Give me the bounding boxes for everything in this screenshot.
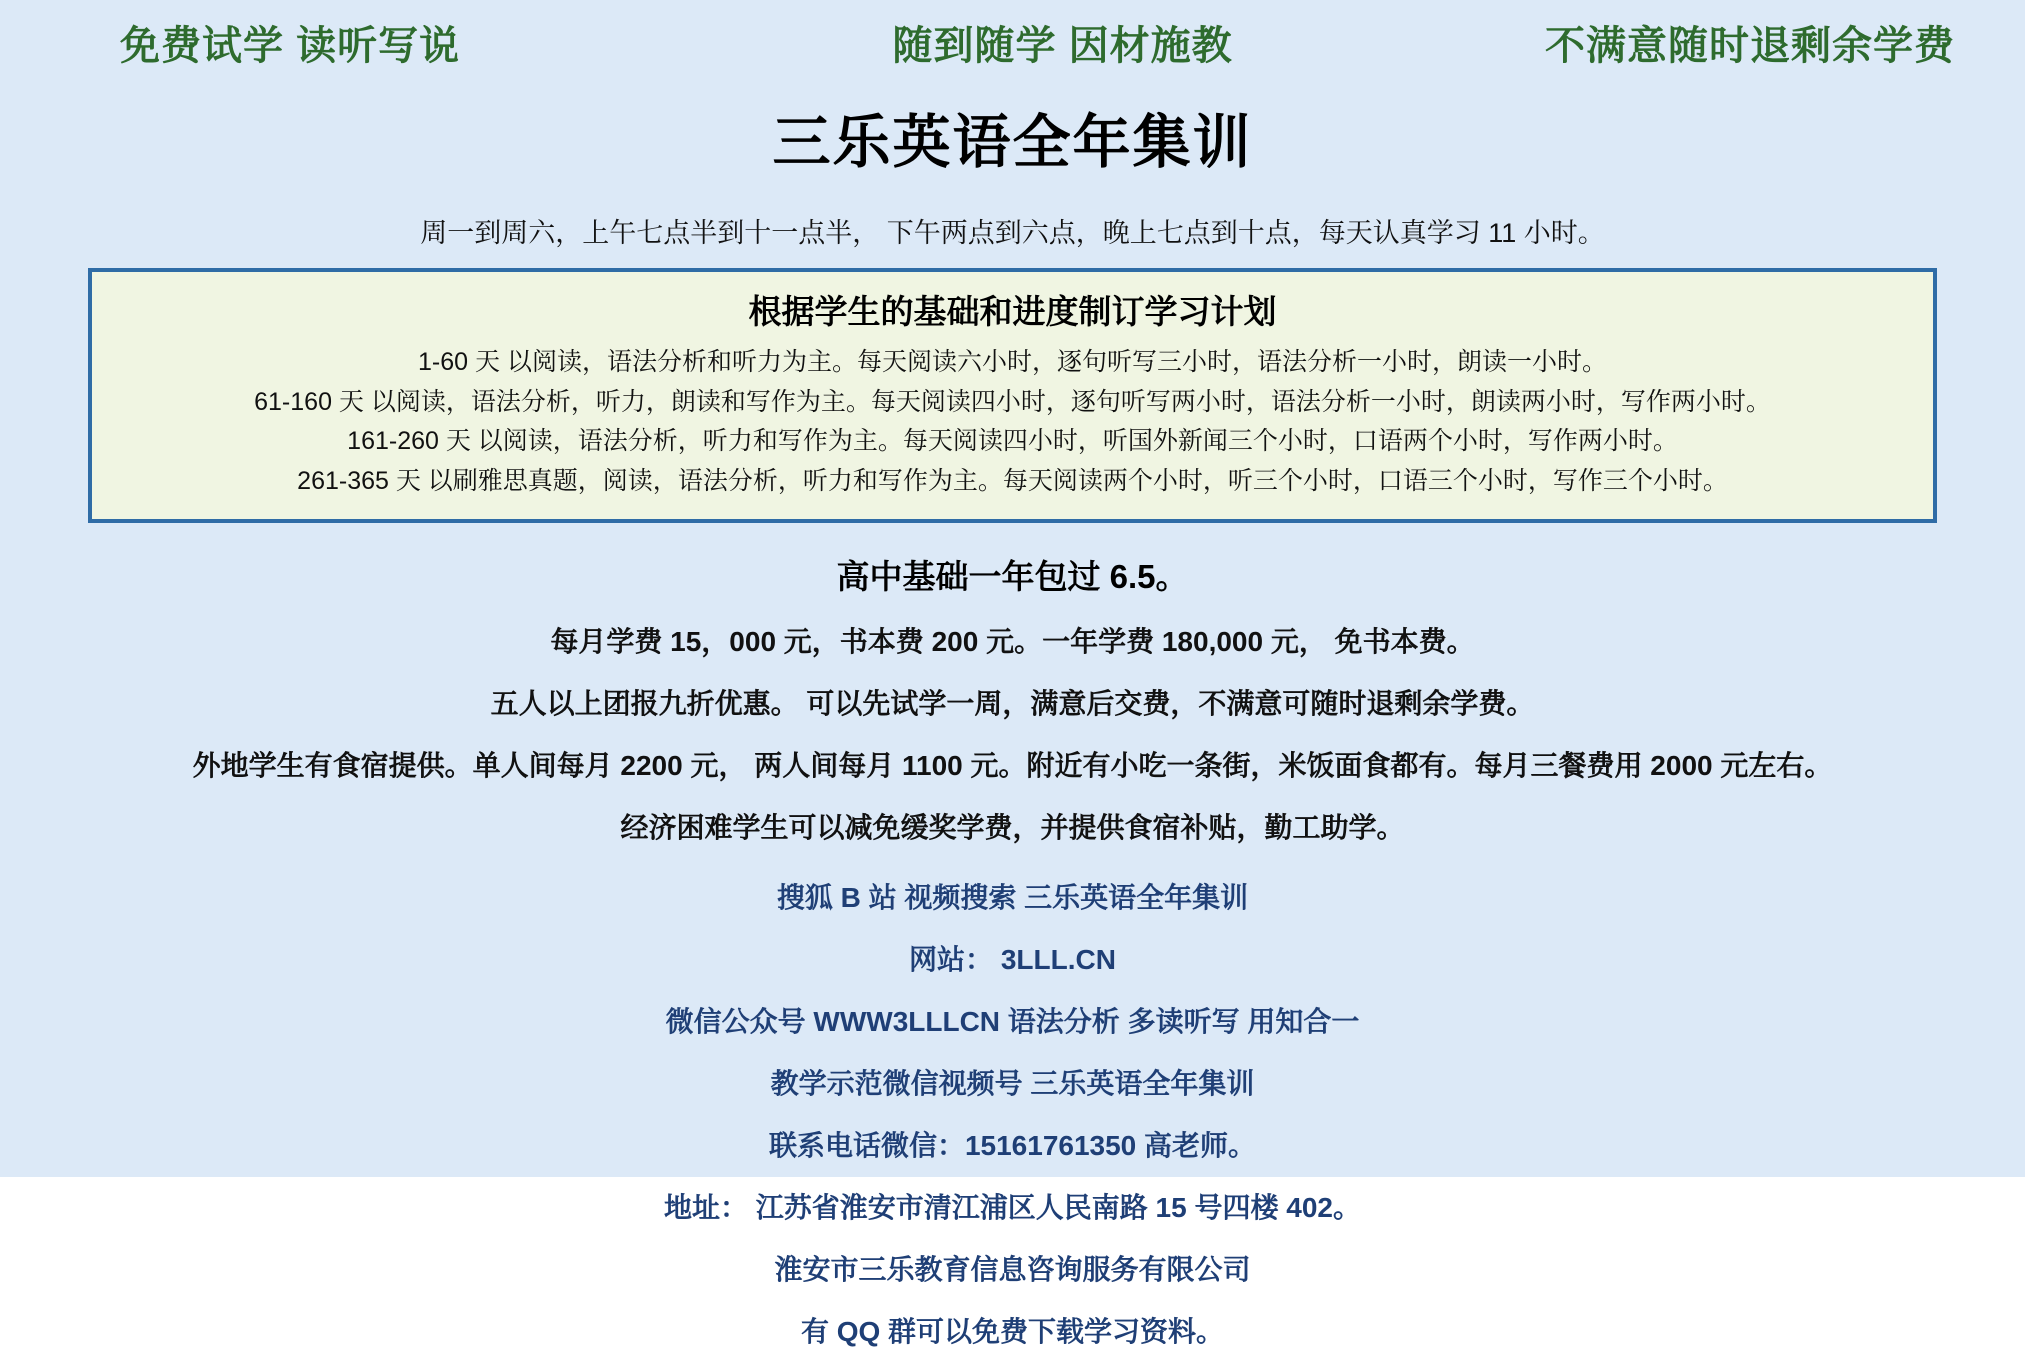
contact-address: 地址： 江苏省淮安市清江浦区人民南路 15 号四楼 402。	[664, 1192, 1361, 1223]
contact-video-platforms: 搜狐 B 站 视频搜索 三乐英语全年集训	[776, 882, 1249, 913]
contact-qq-group: 有 QQ 群可以免费下载学习资料。	[800, 1316, 1225, 1347]
slogan-free-trial: 免费试学 读听写说	[120, 24, 461, 68]
contact-wechat-official: 微信公众号 WWW3LLLCN 语法分析 多读听写 用知合一	[665, 1006, 1360, 1037]
slogan-refund: 不满意随时退剩余学费	[1545, 24, 1955, 68]
contact-website: 网站： 3LLL.CN	[909, 944, 1116, 975]
study-plan-line: 161-260 天 以阅读，语法分析，听力和写作为主。每天阅读四小时，听国外新闻三个小时，口语两个小时，写作两小时。	[347, 427, 1678, 455]
contact-company: 淮安市三乐教育信息咨询服务有限公司	[774, 1254, 1251, 1285]
slogan-flexible-start: 随到随学 因材施教	[892, 24, 1233, 68]
fee-line-discount: 五人以上团报九折优惠。 可以先试学一周，满意后交费，不满意可随时退剩余学费。	[490, 688, 1535, 719]
study-plan-heading: 根据学生的基础和进度制订学习计划	[748, 293, 1277, 330]
study-plan-line: 61-160 天 以阅读，语法分析，听力，朗读和写作为主。每天阅读四小时，逐句听写两小时，语法分析一小时，朗读两小时，写作两小时。	[254, 387, 1771, 416]
slogan-row	[0, 0, 2025, 71]
study-plan-line: 1-60 天 以阅读，语法分析和听力为主。每天阅读六小时，逐句听写三小时，语法分析一小时，朗读一小时。	[418, 348, 1607, 376]
fee-line-tuition: 每月学费 15，000 元，书本费 200 元。一年学费 180,000 元， 免书本费。	[550, 626, 1475, 657]
contact-phone: 联系电话微信：15161761350 高老师。	[768, 1130, 1257, 1161]
fee-line-financial-aid: 经济困难学生可以减免缓奖学费，并提供食宿补贴，勤工助学。	[620, 812, 1405, 843]
study-plan-line: 261-365 天 以刷雅思真题，阅读，语法分析，听力和写作为主。每天阅读两个小时，听三个小时，口语三个小时，写作三个小时。	[297, 466, 1728, 495]
score-guarantee-text: 高中基础一年包过 6.5。	[836, 558, 1189, 595]
contact-wechat-channel: 教学示范微信视频号 三乐英语全年集训	[770, 1068, 1255, 1099]
schedule-text: 周一到周六，上午七点半到十一点半， 下午两点到六点，晚上七点到十点，每天认真学习 11 小时。	[420, 218, 1605, 248]
study-plan-box	[88, 268, 1937, 523]
fee-line-accommodation: 外地学生有食宿提供。单人间每月 2200 元， 两人间每月 1100 元。附近有小吃一条街，米饭面食都有。每月三餐费用 2000 元左右。	[192, 750, 1833, 781]
page-title: 三乐英语全年集训	[772, 110, 1253, 175]
